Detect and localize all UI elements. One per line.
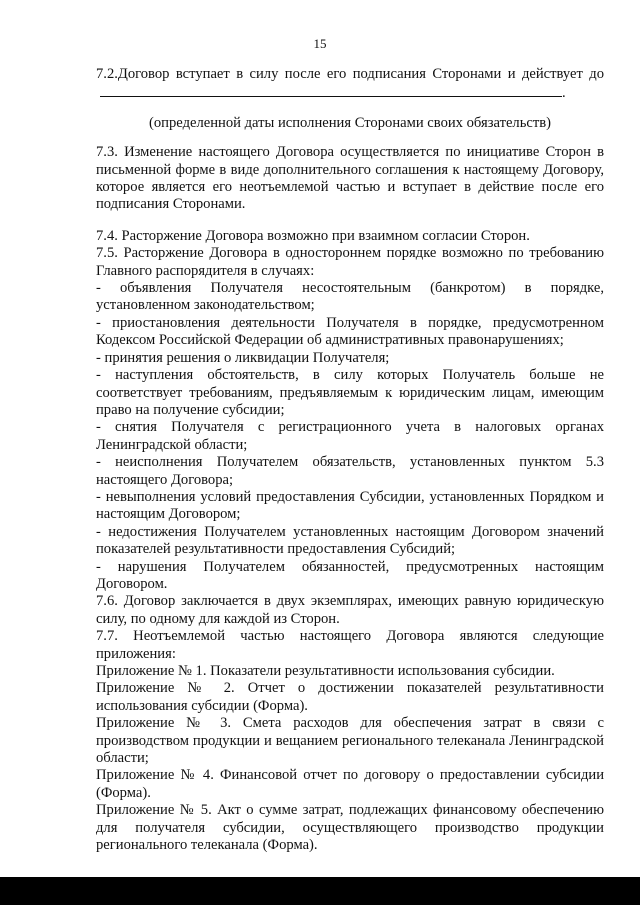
list-item: - снятия Получателя с регистрационного учета в налоговых органах Ленинградской области; xyxy=(96,419,604,453)
page-number: 15 xyxy=(313,36,327,51)
list-item: - объявления Получателя несостоятельным (банкротом) в порядке, установленном законодательством; xyxy=(96,280,604,314)
clause-7-2 xyxy=(96,66,604,103)
appendix-1: Приложение № 1. Показатели результативности использования субсидии. xyxy=(96,663,555,679)
appendix-4: Приложение № 4. Финансовой отчет по договору о предоставлении субсидии (Форма). xyxy=(96,767,604,801)
scan-edge-bar xyxy=(0,877,640,905)
list-item: - недостижения Получателем установленных настоящим Договором значений показателей результативности предоставления Субсидий; xyxy=(96,523,604,558)
clause-7-7: 7.7. Неотъемлемой частью настоящего Договора являются следующие приложения: xyxy=(96,628,604,662)
appendix-5: Приложение № 5. Акт о сумме затрат, подлежащих финансовому обеспечению для получателя субсидии, осуществляющего производство продукции регионального телеканала (Форма). xyxy=(96,802,604,854)
date-blank-line xyxy=(100,83,562,97)
list-item: - неисполнения Получателем обязательств, установленных пунктом 5.3 настоящего Договора; xyxy=(96,454,604,488)
clause-7-6: 7.6. Договор заключается в двух экземплярах, имеющих равную юридическую силу, по одному для каждой из Сторон. xyxy=(96,593,604,627)
clause-7-2-text: 7.2.Договор вступает в силу после его подписания Сторонами и действует до xyxy=(96,66,604,82)
appendix-2: Приложение № 2. Отчет о достижении показателей результативности использования субсидии (Форма). xyxy=(96,680,604,714)
list-item: - нарушения Получателем обязанностей, предусмотренных настоящим Договором. xyxy=(96,558,604,592)
blank-caption: (определенной даты исполнения Сторонами своих обязательств) xyxy=(149,114,551,131)
list-item: - наступления обстоятельств, в силу которых Получатель больше не соответствует требованиям, предъявляемым к юридическим лицам, имеющим право на получение субсидии; xyxy=(96,367,604,418)
clause-7-4: 7.4. Расторжение Договора возможно при взаимном согласии Сторон. xyxy=(96,227,530,244)
document-body xyxy=(96,66,604,854)
clause-7-3: 7.3. Изменение настоящего Договора осуществляется по инициативе Сторон в письменной форме в виде дополнительного соглашения к настоящему Договору, которое является его неотъемлемой частью и вступает в действие после его подписания Сторонами. xyxy=(96,144,604,213)
list-item: - невыполнения условий предоставления Субсидии, установленных Порядком и настоящим Договором; xyxy=(96,488,604,523)
trailing-period: . xyxy=(562,85,566,102)
list-item: - принятия решения о ликвидации Получателя; xyxy=(96,349,390,366)
appendix-3: Приложение № 3. Смета расходов для обеспечения затрат в связи с производством продукции и вещанием регионального телеканала Ленинградской области; xyxy=(96,715,604,767)
list-item: - приостановления деятельности Получателя в порядке, предусмотренном Кодексом Российской Федерации об административных правонарушениях; xyxy=(96,314,604,349)
clause-7-5: 7.5. Расторжение Договора в одностороннем порядке возможно по требованию Главного распорядителя в случаях: xyxy=(96,245,604,279)
